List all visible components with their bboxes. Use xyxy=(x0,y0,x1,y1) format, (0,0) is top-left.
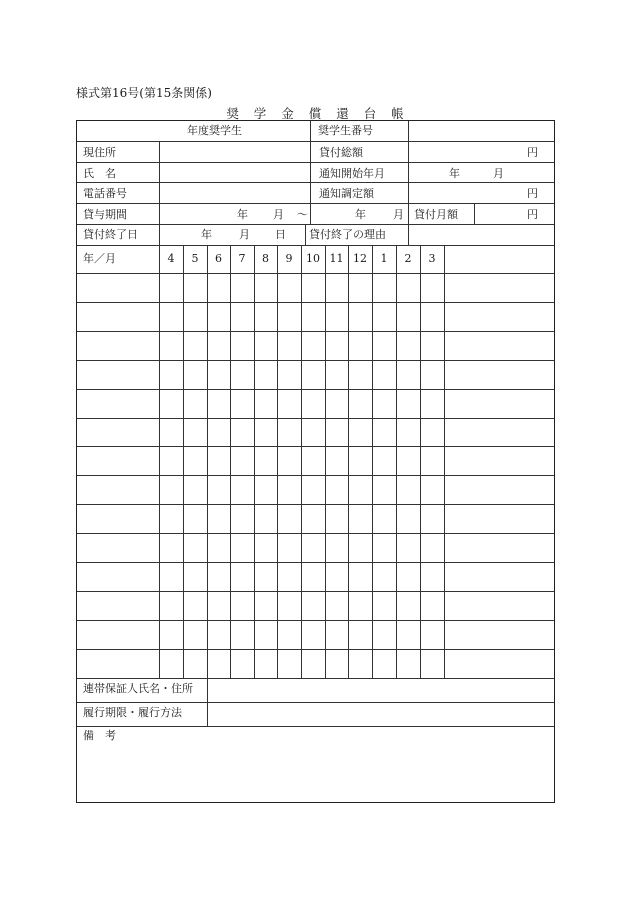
loan-end-month-unit: 月 xyxy=(239,228,250,241)
loan-end-day-unit: 日 xyxy=(275,228,286,241)
fulfillment-label: 履行期限・履行方法 xyxy=(83,706,182,719)
month-header-9: 9 xyxy=(285,252,293,265)
month-header-6: 6 xyxy=(215,252,222,265)
monthly-loan-yen-unit: 円 xyxy=(527,208,538,221)
loan-period-start-month-unit: 月 xyxy=(273,208,284,221)
month-header-3: 3 xyxy=(428,252,436,265)
grid-column-rule xyxy=(254,245,255,678)
month-header-1: 1 xyxy=(380,252,388,265)
header-divider xyxy=(310,121,311,141)
grid-row-rule xyxy=(77,620,554,621)
grid-row-rule xyxy=(77,302,554,303)
grid-row-rule xyxy=(77,389,554,390)
grid-row-rule xyxy=(77,360,554,361)
form-row-rule xyxy=(77,162,554,163)
grid-column-rule xyxy=(183,245,184,678)
grid-row-rule xyxy=(77,678,554,679)
year-scholar-label: 年度奨学生 xyxy=(187,124,242,137)
loan-period-label: 貸与期間 xyxy=(83,208,127,221)
month-header-7: 7 xyxy=(238,252,246,265)
total-loan-yen-unit: 円 xyxy=(527,146,538,159)
notice-start-label: 通知開始年月 xyxy=(319,167,385,180)
notice-amount-label: 通知調定額 xyxy=(319,187,374,200)
grid-row-rule xyxy=(77,591,554,592)
grid-column-rule xyxy=(348,245,349,678)
grid-column-rule xyxy=(325,245,326,678)
month-header-12: 12 xyxy=(353,252,367,265)
loan-period-end-year-unit: 年 xyxy=(355,208,366,221)
grid-row-rule xyxy=(77,533,554,534)
loan-end-date-label: 貸付終了日 xyxy=(83,228,138,241)
form-row-rule xyxy=(77,203,554,204)
grid-column-rule xyxy=(444,245,445,678)
grid-row-rule xyxy=(77,504,554,505)
month-header-8: 8 xyxy=(262,252,269,265)
month-header-5: 5 xyxy=(191,252,199,265)
loan-period-tilde: ～ xyxy=(297,208,308,221)
student-number-label: 奨学生番号 xyxy=(318,124,373,137)
mid-divider xyxy=(310,141,311,224)
form-number: 様式第16号(第15条関係) xyxy=(76,86,212,100)
footer-label-divider xyxy=(207,678,208,726)
label-divider xyxy=(159,224,160,245)
form-row-rule xyxy=(77,182,554,183)
year-month-label: 年／月 xyxy=(83,252,116,265)
grid-column-rule xyxy=(372,245,373,678)
month-header-11: 11 xyxy=(329,252,344,265)
grid-column-rule xyxy=(277,245,278,678)
monthly-loan-label: 貸付月額 xyxy=(414,208,458,221)
value-divider xyxy=(408,203,409,224)
grid-row-rule xyxy=(77,331,554,332)
grid-row-rule xyxy=(77,475,554,476)
remarks-label: 備 考 xyxy=(83,729,116,742)
loan-end-year-unit: 年 xyxy=(201,228,212,241)
notice-amount-yen-unit: 円 xyxy=(527,187,538,200)
address-label: 現住所 xyxy=(83,146,116,159)
grid-row-rule xyxy=(77,649,554,650)
repayment-ledger-table xyxy=(76,120,555,803)
guarantor-label: 連帯保証人氏名・住所 xyxy=(83,682,193,695)
name-label: 氏 名 xyxy=(83,167,116,180)
phone-label: 電話番号 xyxy=(83,187,127,200)
notice-start-month-unit: 月 xyxy=(493,167,504,180)
value-divider xyxy=(408,141,409,203)
footer-row-rule xyxy=(77,702,554,703)
month-header-10: 10 xyxy=(306,252,320,265)
notice-start-year-unit: 年 xyxy=(449,167,460,180)
header-divider xyxy=(408,121,409,141)
reason-value-divider xyxy=(408,224,409,245)
grid-column-rule xyxy=(301,245,302,678)
grid-column-rule xyxy=(207,245,208,678)
grid-column-rule xyxy=(159,245,160,678)
loan-end-reason-label: 貸付終了の理由 xyxy=(309,228,386,241)
grid-column-rule xyxy=(230,245,231,678)
form-row-rule xyxy=(77,224,554,225)
month-header-2: 2 xyxy=(404,252,412,265)
grid-row-rule xyxy=(77,562,554,563)
grid-row-rule xyxy=(77,446,554,447)
form-row-rule xyxy=(77,141,554,142)
grid-header-rule xyxy=(77,273,554,274)
grid-column-rule xyxy=(420,245,421,678)
footer-row-rule xyxy=(77,726,554,727)
loan-period-start-year-unit: 年 xyxy=(237,208,248,221)
grid-column-rule xyxy=(396,245,397,678)
label-divider xyxy=(159,141,160,224)
monthly-divider xyxy=(474,203,475,224)
total-loan-label: 貸付総額 xyxy=(319,146,363,159)
month-header-4: 4 xyxy=(167,252,175,265)
grid-row-rule xyxy=(77,418,554,419)
reason-divider xyxy=(305,224,306,245)
form-row-rule xyxy=(77,245,554,246)
page-title: 奨 学 金 償 還 台 帳 xyxy=(226,106,404,121)
loan-period-end-month-unit: 月 xyxy=(393,208,404,221)
